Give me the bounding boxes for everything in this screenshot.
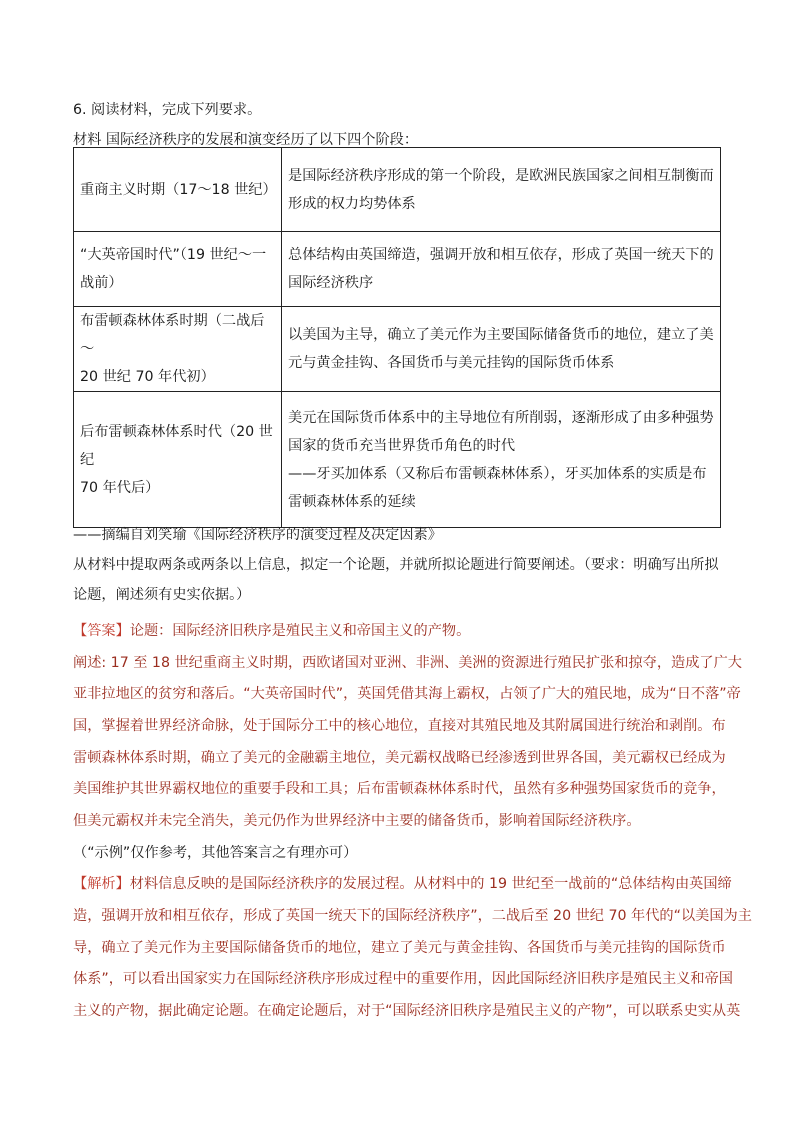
analysis-line: 主义的产物，据此确定论题。在确定论题后，对于“国际经济旧秩序是殖民主义的产物”，可以联系史实从英 [73, 1003, 741, 1019]
table-row [74, 148, 721, 232]
material-table [73, 147, 721, 528]
table-row [74, 232, 721, 307]
answer-line: 但美元霸权并未完全消失，美元仍作为世界经济中主要的储备货币，影响着国际经济秩序。 [73, 813, 641, 829]
period-cell: 后布雷顿森林体系时代（20 世纪 70 年代后） [74, 392, 282, 528]
period-cell: 布雷顿森林体系时期（二战后～ 20 世纪 70 年代初） [74, 307, 282, 392]
analysis-line: 造，强调开放和相互依存，形成了英国一统天下的国际经济秩序”，二战后至 20 世纪 70 年代的“以美国为主 [73, 908, 752, 924]
answer-line: 雷顿森林体系时期，确立了美元的金融霸主地位，美元霸权战略已经渗透到世界各国，美元霸权已经成为 [73, 750, 726, 766]
material-intro: 材料 国际经济秩序的发展和演变经历了以下四个阶段： [73, 132, 419, 148]
requirement-line: 论题，阐述须有史实依据。） [73, 587, 251, 603]
table-row [74, 307, 721, 392]
analysis-first-line [73, 874, 732, 894]
period-cell: “大英帝国时代”（19 世纪～一 战前） [74, 232, 282, 307]
source-citation: ——摘编自刘笑瑜《国际经济秩序的演变过程及决定因素》 [73, 527, 442, 543]
answer-line: 阐述: 17 至 18 世纪重商主义时期，西欧诸国对亚洲、非洲、美洲的资源进行殖民扩张和掠夺，造成了广大 [73, 655, 742, 671]
answer-thesis: 论题：国际经济旧秩序是殖民主义和帝国主义的产物。 [129, 623, 471, 639]
description-cell: 是国际经济秩序形成的第一个阶段，是欧洲民族国家之间相互制衡而 形成的权力均势体系 [282, 148, 721, 232]
period-cell: 重商主义时期（17～18 世纪） [74, 148, 282, 232]
description-cell: 美元在国际货币体系中的主导地位有所削弱，逐渐形成了由多种强势 国家的货币充当世界货币角色的时代 ——牙买加体系（又称后布雷顿森林体系），牙买加体系的实质是布 雷顿森林体系的延续 [282, 392, 721, 528]
requirement-line: 从材料中提取两条或两条以上信息，拟定一个论题，并就所拟论题进行简要阐述。（要求：明确写出所拟 [73, 557, 719, 573]
answer-tag: 【答案】 [73, 623, 130, 639]
description-cell: 总体结构由英国缔造，强调开放和相互依存，形成了英国一统天下的 国际经济秩序 [282, 232, 721, 307]
table-row [74, 392, 721, 528]
analysis-line: 体系”，可以看出国家实力在国际经济秩序形成过程中的重要作用，因此国际经济旧秩序是殖民主义和帝国 [73, 971, 733, 987]
analysis-text: 材料信息反映的是国际经济秩序的发展过程。从材料中的 19 世纪至一战前的“总体结构由英国缔 [129, 876, 732, 892]
answer-thesis-line [73, 621, 470, 641]
answer-line: 国，掌握着世界经济命脉，处于国际分工中的核心地位，直接对其殖民地及其附属国进行统治和剥削。布 [73, 718, 726, 734]
analysis-tag: 【解析】 [73, 876, 130, 892]
analysis-line: 导，确立了美元作为主要国际储备货币的地位，建立了美元与黄金挂钩、各国货币与美元挂钩的国际货币 [73, 940, 726, 956]
description-cell: 以美国为主导，确立了美元作为主要国际储备货币的地位，建立了美 元与黄金挂钩、各国货币与美元挂钩的国际货币体系 [282, 307, 721, 392]
answer-line: 美国维护其世界霸权地位的重要手段和工具；后布雷顿森林体系时代，虽然有多种强势国家货币的竞争， [73, 781, 726, 797]
question-title: 6. 阅读材料，完成下列要求。 [73, 102, 262, 118]
answer-note: （“示例”仅作参考，其他答案言之有理亦可） [73, 845, 358, 861]
answer-line: 亚非拉地区的贫穷和落后。“大英帝国时代”，英国凭借其海上霸权，占领了广大的殖民地，成为“日不落”帝 [73, 686, 741, 702]
